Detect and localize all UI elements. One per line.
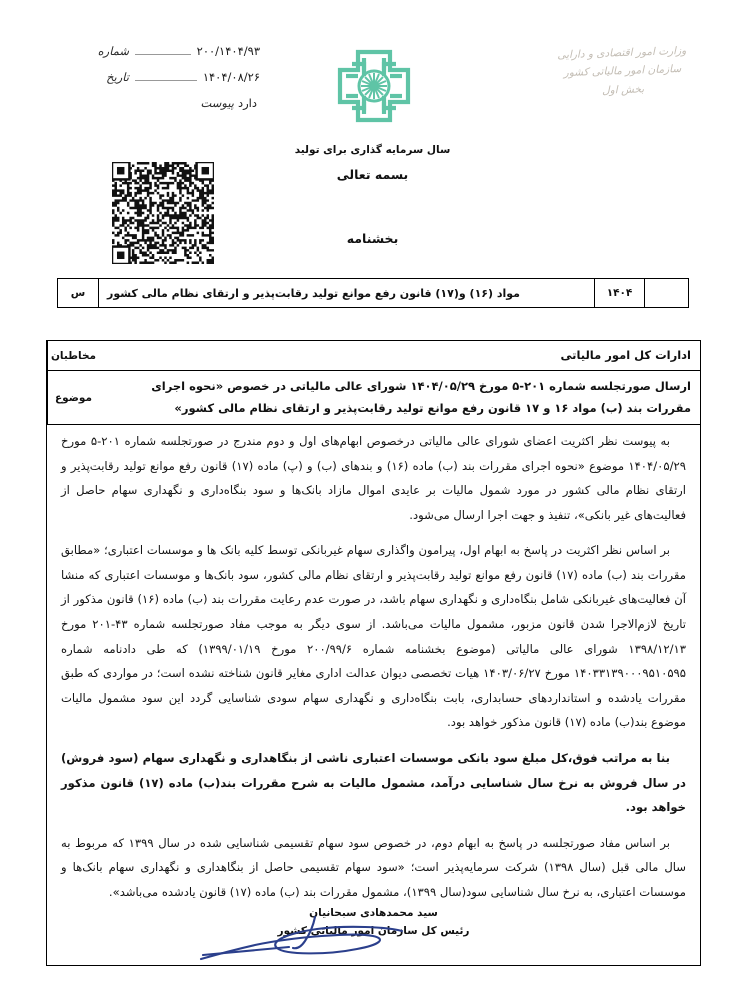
ministry-stamp-line-1: وزارت امور اقتصادی و دارایی bbox=[557, 44, 687, 62]
table-row-addressees bbox=[47, 341, 700, 371]
document-header bbox=[0, 0, 745, 150]
meta-row-attachment bbox=[95, 96, 260, 122]
subject-value: ارسال صورتجلسه شماره ۲۰۱-۵ مورخ ۱۴۰۴/۰۵/۲۹ شورای عالی مالیاتی در خصوص «نحوه اجرای مقررات بند (ب) مواد ۱۶ و ۱۷ قانون رفع موانع تولید رقابت‌پذیر و ارتقای نظام مالی کشور» bbox=[151, 379, 691, 415]
body-paragraph-2: بر اساس نظر اکثریت در پاسخ به ابهام اول، پیرامون واگذاری سهام غیربانکی توسط کلیه بانک ها و موسسات اعتباری؛ «مطابق مقررات بند (ب) ماده (۱۷) قانون رفع موانع تولید رقابت‌پذیر و ارتقای نظام مالی کشور، سود بانک‌ها و موسسات اعتباری که منشا آن فعالیت‌های غیربانکی شامل بنگاه‌داری و نگهداری سهام باشد، در صورت عدم رعایت مقررات بند (ب) ماده (۱۶) قانون مذکور از تاریخ لازم‌الاجرا شدن قانون مزبور، مشمول مالیات می‌باشد. از سوی دیگر به موجب مفاد صورتجلسه شماره ۴۳-۲۰۱ مورخ ۱۳۹۸/۱۲/۱۳ شورای عالی مالیاتی (موضوع بخشنامه شماره ۲۰۰/۹۹/۶ مورخ ۱۳۹۹/۰۱/۱۹) که طی دادنامه شماره ۱۴۰۳۳۱۳۹۰۰۰۹۵۱۰۵۹۵ مورخ ۱۴۰۳/۰۶/۲۷ هیات تخصصی دیوان عدالت اداری مغایر قانون شناخته نشده است؛ در مواردی که طبق مقررات یادشده و استانداردهای حسابداری، بابت بنگاه‌داری و نگهداری سهام سودی شناسایی گردد این سود مشمول مالیات موضوع بند(ب) ماده (۱۷) قانون مذکور خواهد بود. bbox=[61, 543, 687, 730]
addressees-label: مخاطبان bbox=[47, 341, 99, 370]
basmala: بسمه تعالی bbox=[336, 167, 409, 182]
date-value: ۱۴۰۴/۰۸/۲۶ bbox=[202, 70, 260, 84]
number-label: شماره bbox=[97, 44, 129, 58]
year-slogan: سال سرمایه گذاری برای تولید bbox=[294, 144, 451, 156]
ministry-stamp bbox=[527, 41, 720, 136]
organization-emblem-icon bbox=[332, 44, 416, 128]
classification-year-cell: ۱۴۰۴ bbox=[594, 279, 644, 307]
classification-subject-cell: مواد (۱۶) و(۱۷) قانون رفع موانع تولید رقابت‌پذیر و ارتقای نظام مالی کشور bbox=[98, 279, 594, 307]
subject-label: موضوع bbox=[47, 371, 99, 424]
ministry-stamp-line-3: بخش اول bbox=[601, 83, 645, 97]
body-paragraph-4: بر اساس مفاد صورتجلسه در پاسخ به ابهام دوم، در خصوص سود سهام تقسیمی شناسایی شده در سال ۱۳۹۹ که مربوط به سال مالی قبل (سال ۱۳۹۸) شرکت سرمایه‌پذیر است؛ «سود سهام تقسیمی حاصل از بنگاهداری و نگهداری سهام بانک‌ها و موسسات اعتباری، به نرخ سال شناسایی سود(سال ۱۳۹۹)، مشمول مقررات بند (ب) ماده (۱۷) قانون یادشده می‌باشد». bbox=[61, 835, 686, 899]
classification-secrecy-cell: س bbox=[70, 287, 86, 299]
document-meta-table bbox=[46, 340, 701, 425]
signature-block bbox=[47, 905, 700, 941]
ministry-stamp-line-2: سازمان امور مالیاتی کشور bbox=[563, 63, 682, 80]
table-row-subject bbox=[47, 371, 700, 424]
meta-row-date bbox=[95, 70, 260, 96]
body-paragraph-1: به پیوست نظر اکثریت اعضای شورای عالی مالیاتی درخصوص ابهام‌های اول و دوم مندرج در صورتجلسه شماره ۲۰۱-۵ مورخ ۱۴۰۴/۰۵/۲۹ موضوع «نحوه اجرای مقررات بند (ب) ماده (۱۶) و بندهای (ب) و (پ) ماده (۱۷) قانون رفع موانع تولید رقابت‌پذیر و ارتقای نظام مالی کشور در مورد شمول مالیات بر عایدی اموال مازاد بانک‌ها و سود بنگاه‌داری و نگهداری سهام حاصل از فعالیت‌های غیر بانکی»، تنفیذ و جهت اجرا ارسال می‌شود. bbox=[61, 434, 686, 522]
document-meta-block bbox=[95, 44, 260, 122]
meta-row-number bbox=[95, 44, 260, 70]
classification-blank-cell bbox=[644, 279, 688, 307]
date-rule bbox=[135, 70, 197, 81]
body-paragraph-3: بنا به مراتب فوق،کل مبلغ سود بانکی موسسات اعتباری ناشی از بنگاهداری و نگهداری سهام (سود فروش) در سال فروش به نرخ سال شناسایی درآمد، مشمول مالیات به شرح مقررات بند(ب) ماده (۱۷) قانون مذکور خواهد بود. bbox=[61, 750, 686, 815]
addressees-value: ادارات کل امور مالیاتی bbox=[560, 348, 691, 362]
attachment-label: پیوست bbox=[200, 96, 234, 110]
classification-bar bbox=[57, 278, 689, 308]
number-value: ۲۰۰/۱۴۰۴/۹۳ bbox=[196, 44, 260, 58]
document-type-title: بخشنامه bbox=[346, 231, 399, 246]
signatory-name: سید محمدهادی سبحانیان bbox=[309, 907, 438, 920]
signatory-title: رئیس کل سازمان امور مالیاتی کشور bbox=[277, 925, 470, 938]
qr-code bbox=[112, 162, 214, 264]
date-label: تاریخ bbox=[106, 70, 129, 84]
attachment-value: دارد bbox=[238, 96, 257, 110]
document-body bbox=[46, 421, 701, 966]
number-rule bbox=[135, 44, 191, 55]
